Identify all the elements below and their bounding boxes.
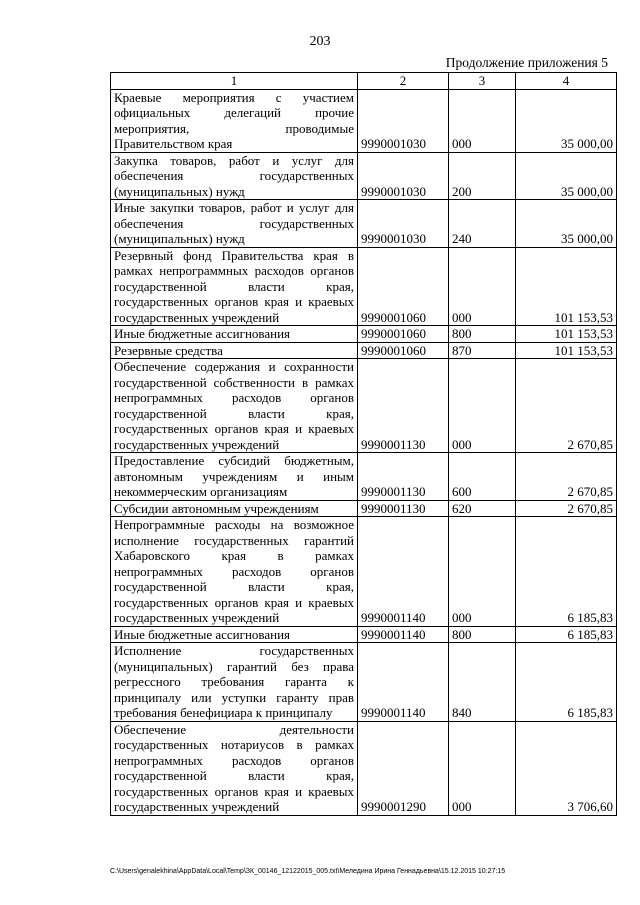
row-amount: 35 000,00 — [516, 89, 617, 152]
table-row — [111, 326, 617, 343]
row-amount: 6 185,83 — [516, 517, 617, 627]
row-name: Резервные средства — [111, 342, 358, 359]
table-row — [111, 500, 617, 517]
row-code: 9990001130 — [358, 453, 449, 501]
header-col-2: 2 — [358, 73, 449, 90]
row-amount: 101 153,53 — [516, 342, 617, 359]
row-name: Резервный фонд Правительства края в рамках непрограммных расходов органов государственной власти края, государственных органов края и краевых государственных учреждений — [111, 247, 358, 326]
row-type: 240 — [449, 200, 516, 248]
row-type: 800 — [449, 326, 516, 343]
row-code: 9990001140 — [358, 626, 449, 643]
row-amount: 6 185,83 — [516, 626, 617, 643]
table-row — [111, 200, 617, 248]
table-row — [111, 626, 617, 643]
row-amount: 101 153,53 — [516, 326, 617, 343]
row-type: 620 — [449, 500, 516, 517]
row-amount: 2 670,85 — [516, 453, 617, 501]
table-row — [111, 89, 617, 152]
row-name: Иные закупки товаров, работ и услуг для обеспечения государственных (муниципальных) нужд — [111, 200, 358, 248]
header-col-4: 4 — [516, 73, 617, 90]
table-row — [111, 359, 617, 453]
budget-table — [110, 72, 617, 816]
row-code: 9990001130 — [358, 500, 449, 517]
row-name: Непрограммные расходы на возможное исполнение государственных гарантий Хабаровского края в рамках непрограммных расходов органов государственной власти края, государственных органов края и краевых государственных учреждений — [111, 517, 358, 627]
row-type: 840 — [449, 643, 516, 722]
row-type: 000 — [449, 721, 516, 815]
continuation-label: Продолжение приложения 5 — [445, 55, 608, 70]
header-col-1: 1 — [111, 73, 358, 90]
row-code: 9990001130 — [358, 359, 449, 453]
table-row — [111, 152, 617, 200]
row-amount: 35 000,00 — [516, 152, 617, 200]
row-name: Обеспечение деятельности государственных нотариусов в рамках непрограммных расходов органов государственной власти края, государственных органов края и краевых государственных учреждений — [111, 721, 358, 815]
row-code: 9990001290 — [358, 721, 449, 815]
row-code: 9990001060 — [358, 342, 449, 359]
row-name: Краевые мероприятия с участием официальных делегаций прочие мероприятия, проводимые Правительством края — [111, 89, 358, 152]
table-row — [111, 643, 617, 722]
row-amount: 2 670,85 — [516, 359, 617, 453]
row-name: Предоставление субсидий бюджетным, автономным учреждениям и иным некоммерческим организациям — [111, 453, 358, 501]
page-number: 203 — [309, 34, 331, 49]
row-amount: 101 153,53 — [516, 247, 617, 326]
row-code: 9990001060 — [358, 247, 449, 326]
footer-file-path: C:\Users\genalekhina\AppData\Local\Temp\ЗК_00146_12122015_005.txt\Меледина Ирина Геннадьевна\15.12.2015 10:27:15 — [110, 868, 506, 875]
row-type: 800 — [449, 626, 516, 643]
table-row — [111, 247, 617, 326]
row-code: 9990001140 — [358, 517, 449, 627]
row-type: 000 — [449, 517, 516, 627]
row-type: 000 — [449, 359, 516, 453]
row-type: 000 — [449, 89, 516, 152]
row-name: Закупка товаров, работ и услуг для обеспечения государственных (муниципальных) нужд — [111, 152, 358, 200]
row-name: Иные бюджетные ассигнования — [111, 626, 358, 643]
table-row — [111, 453, 617, 501]
table-row — [111, 342, 617, 359]
row-amount: 3 706,60 — [516, 721, 617, 815]
row-name: Субсидии автономным учреждениям — [111, 500, 358, 517]
table-row — [111, 517, 617, 627]
row-code: 9990001060 — [358, 326, 449, 343]
row-name: Исполнение государственных (муниципальных) гарантий без права регрессного требования гаранта к принципалу или уступки гаранту прав требования бенефициара к принципалу — [111, 643, 358, 722]
row-code: 9990001140 — [358, 643, 449, 722]
row-amount: 6 185,83 — [516, 643, 617, 722]
table-row — [111, 721, 617, 815]
row-type: 870 — [449, 342, 516, 359]
row-amount: 2 670,85 — [516, 500, 617, 517]
row-code: 9990001030 — [358, 89, 449, 152]
row-type: 600 — [449, 453, 516, 501]
header-col-3: 3 — [449, 73, 516, 90]
row-type: 000 — [449, 247, 516, 326]
table-header-row — [111, 73, 617, 90]
row-amount: 35 000,00 — [516, 200, 617, 248]
row-code: 9990001030 — [358, 152, 449, 200]
row-type: 200 — [449, 152, 516, 200]
row-code: 9990001030 — [358, 200, 449, 248]
row-name: Иные бюджетные ассигнования — [111, 326, 358, 343]
row-name: Обеспечение содержания и сохранности государственной собственности в рамках непрограммных расходов органов государственной власти края, государственных органов края и краевых государственных учреждений — [111, 359, 358, 453]
